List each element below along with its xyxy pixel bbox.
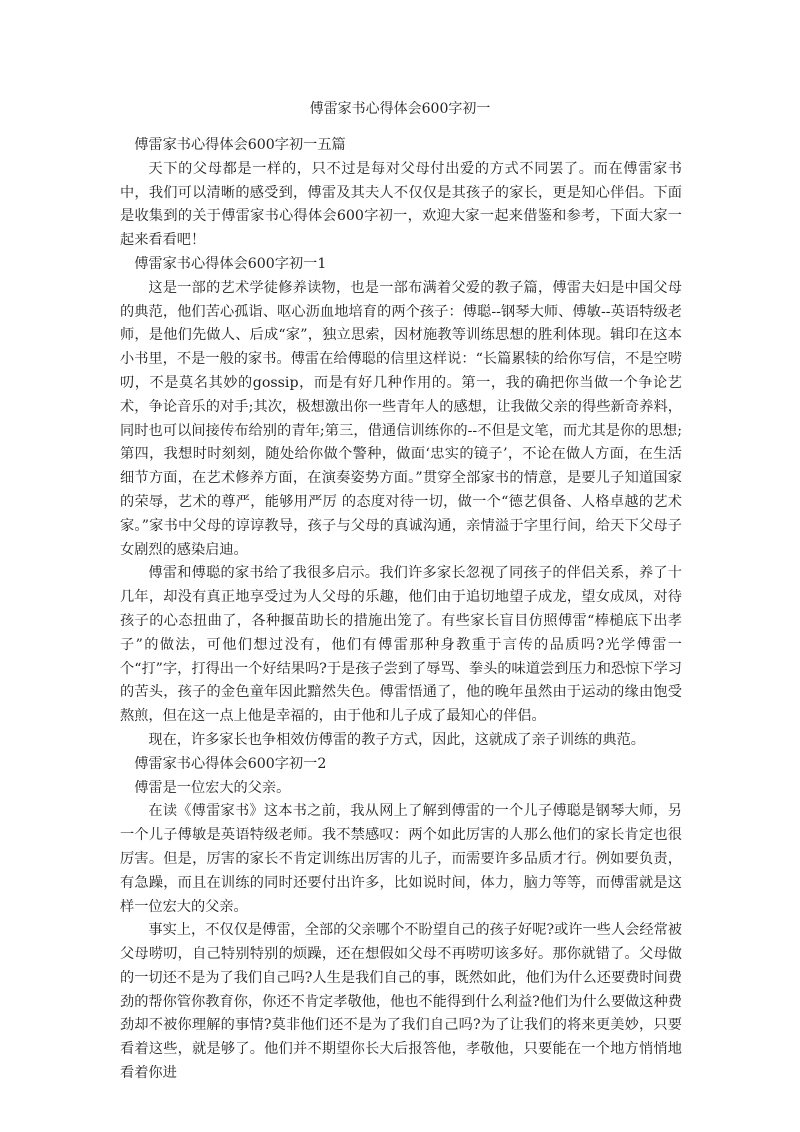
section-heading: 傅雷家书心得体会600字初一2: [134, 755, 327, 772]
section-heading: 傅雷家书心得体会600字初一1: [134, 255, 327, 272]
body-paragraph: 这是一部的艺术学徒修养读物，也是一部布满着父爱的教子篇，傅雷夫妇是中国父母的典范，他们苦心孤诣、呕心沥血地培育的两个孩子：傅聪--钢琴大师、傅敏--英语特级老师，是他们先做人、后成“家”，独立思索，因材施教等训练思想的胜利体现。辑印在这本小书里，不是一般的家书。傅雷在给傅聪的信里这样说：“长篇累犊的给你写信，不是空唠叨，不是莫名其妙的gossip，而是有好几种作用的。第一，我的确把你当做一个争论艺术，争论音乐的对手;其次，极想激出你一些青年人的感想，让我做父亲的得些新奇养料，同时也可以间接传布给别的青年;第三，借通信训练你的--不但是文笔，而尤其是你的思想;第四，我想时时刻刻，随处给你做个警种，做面‘忠实的镜子’，不论在做人方面，在生活细节方面，在艺术修养方面，在演奏姿势方面。”贯穿全部家书的情意，是要儿子知道国家的荣辱，艺术的尊严，能够用严厉 的态度对待一切，做一个“德艺俱备、人格卓越的艺术家。”家书中父母的谆谆教导，孩子与父母的真诚沟通，亲情溢于字里行间，给天下父母子女剧烈的感染启迪。: [120, 279, 682, 558]
body-paragraph: 在读《傅雷家书》这本书之前，我从网上了解到傅雷的一个儿子傅聪是钢琴大师，另一个儿子傅敏是英语特级老师。我不禁感叹：两个如此厉害的人那么他们的家长肯定也很厉害。但是，厉害的家长不肯定训练出厉害的儿子，而需要许多品质才行。例如要负责，有急躁，而且在训练的同时还要付出许多，比如说时间，体力，脑力等等，而傅雷就是这样一位宏大的父亲。: [120, 803, 682, 915]
section-heading: 傅雷是一位宏大的父亲。: [134, 779, 291, 796]
body-paragraph: 天下的父母都是一样的，只不过是每对父母付出爱的方式不同罢了。而在傅雷家书中，我们可以清晰的感受到，傅雷及其夫人不仅仅是其孩子的家长，更是知心伴侣。下面是收集到的关于傅雷家书心得体会600字初一，欢迎大家一起来借鉴和参考，下面大家一起来看看吧！: [120, 160, 682, 249]
body-paragraph: 傅雷和傅聪的家书给了我很多启示。我们许多家长忽视了同孩子的伴侣关系，养了十几年，却没有真正地享受过为人父母的乐趣，他们由于追切地望子成龙，望女成凤，对待孩子的心态扭曲了，各种揠苗助长的措施出笼了。有些家长盲目仿照傅雷“棒槌底下出孝子”的做法，可他们想过没有，他们有傅雷那种身教重于言传的品质吗?光学傅雷一个“打”字，打得出一个好结果吗?于是孩子尝到了辱骂、拳头的味道尝到压力和恐惊下学习的苦头，孩子的金色童年因此黯然失色。傅雷悟通了，他的晚年虽然由于运动的缘由饱受熬煎，但在这一点上他是幸福的，由于他和儿子成了最知心的伴侣。: [120, 565, 682, 725]
body-paragraph: 事实上，不仅仅是傅雷，全部的父亲哪个不盼望自己的孩子好呢?或许一些人会经常被父母唠叨，自己特别特别的烦躁，还在想假如父母不再唠叨该多好。那你就错了。父母做的一切还不是为了我们自己吗?人生是我们自己的事，既然如此，他们为什么还要费时间费劲的帮你管你教育你，你还不肯定孝敬他，他也不能得到什么利益?他们为什么要做这种费劲却不被你理解的事情?莫非他们还不是为了我们自己吗?为了让我们的将来更美妙，只要看着这些，就是够了。他们并不期望你长大后报答他，孝敬他，只要能在一个地方悄悄地看着你进: [120, 922, 682, 1082]
document-body: [120, 134, 682, 1086]
document-title: 傅雷家书心得体会600字初一: [309, 101, 491, 117]
section-heading: 傅雷家书心得体会600字初一五篇: [134, 137, 346, 153]
body-paragraph: 现在，许多家长也争相效仿傅雷的教子方式，因此，这就成了亲子训练的典范。: [148, 731, 645, 748]
